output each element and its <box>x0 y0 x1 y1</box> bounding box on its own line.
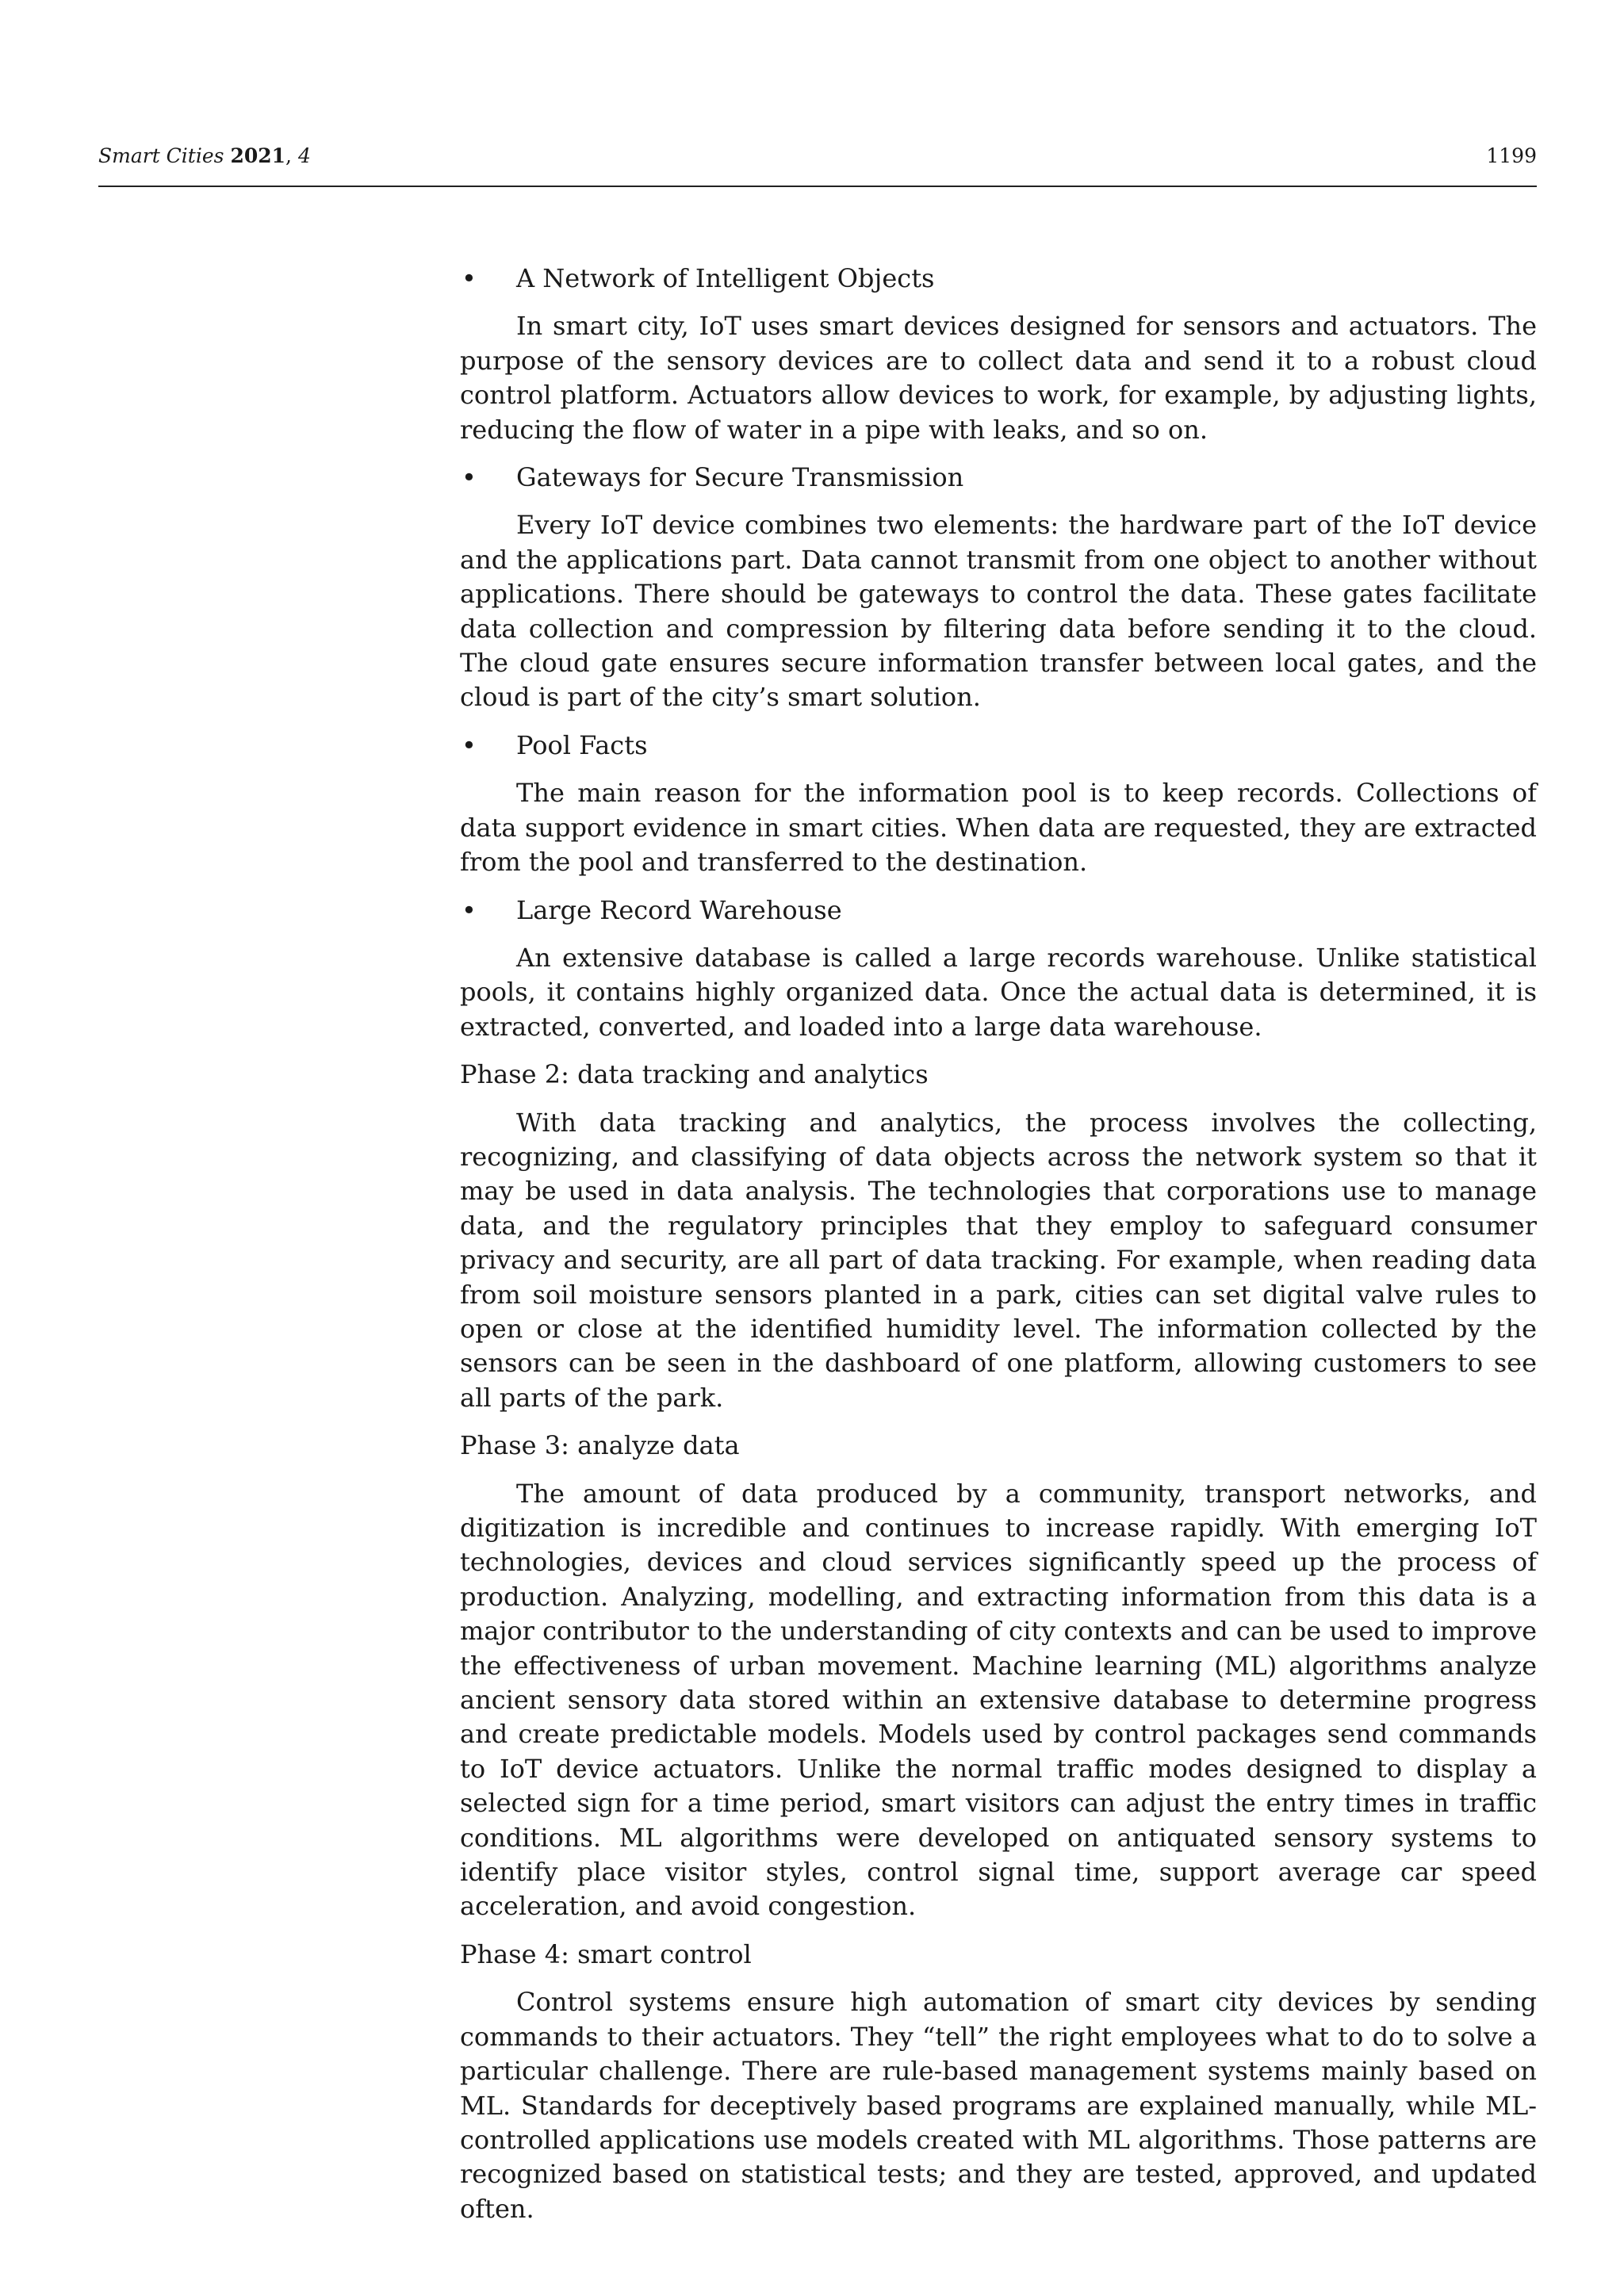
phase-heading: Phase 2: data tracking and analytics <box>460 1059 929 1090</box>
volume-separator: , <box>285 144 292 167</box>
paragraph: The amount of data produced by a community, transport networks, and digitization is incredible and continues to increase rapidly. With emerging IoT technologies, devices and cloud services significantly speed up the process of production. Analyzing, modelling, and extracting information from this data is a major contributor to the understanding of city contexts and can be used to improve the effectiveness of urban movement. Machine learning (ML) algorithms analyze ancient sensory data stored within an extensive database to determine progress and create predictable models. Models used by control packages send commands to IoT device actuators. Unlike the normal traffic modes designed to display a selected sign for a time period, smart visitors can adjust the entry times in traffic conditions. ML algorithms were developed on antiquated sensory systems to identify place visitor styles, control signal time, support average car speed acceleration, and avoid congestion. <box>460 1478 1537 1922</box>
journal-citation <box>98 143 311 170</box>
journal-year: 2021 <box>230 144 286 167</box>
bullet-item <box>460 262 1537 296</box>
bullet-item <box>460 729 1537 763</box>
bullet-dot: • <box>462 263 477 293</box>
paragraph: The main reason for the information pool is to keep records. Collections of data support evidence in smart cities. When data are requested, they are extracted from the pool and transferred to the destination. <box>460 778 1537 878</box>
bullet-item <box>460 461 1537 495</box>
paragraph: Control systems ensure high automation of smart city devices by sending commands to their actuators. They “tell” the right employees what to do to solve a particular challenge. There are rule-based management systems mainly based on ML. Standards for deceptively based programs are explained manually, while ML-controlled applications use models created with ML algorithms. Those patterns are recognized based on statistical tests; and they are tested, approved, and updated often. <box>460 1987 1537 2224</box>
article-body <box>460 262 1537 2240</box>
journal-volume: 4 <box>297 144 311 167</box>
bullet-item <box>460 894 1537 928</box>
bullet-heading: Gateways for Secure Transmission <box>516 462 964 493</box>
page-header <box>98 138 1537 187</box>
bullet-dot: • <box>462 729 477 760</box>
journal-name: Smart Cities <box>98 144 224 167</box>
bullet-dot: • <box>462 894 477 925</box>
bullet-heading: A Network of Intelligent Objects <box>516 263 935 293</box>
bullet-dot: • <box>462 462 477 493</box>
paragraph: Every IoT device combines two elements: the hardware part of the IoT device and the applications part. Data cannot transmit from one object to another without applications. There should be gateways to control the data. These gates facilitate data collection and compression by filtering data before sending it to the cloud. The cloud gate ensures secure information transfer between local gates, and the cloud is part of the city’s smart solution. <box>460 510 1537 713</box>
phase-heading: Phase 3: analyze data <box>460 1430 740 1461</box>
paragraph: With data tracking and analytics, the process involves the collecting, recognizing, and classifying of data objects across the network system so that it may be used in data analysis. The technologies that corporations use to manage data, and the regulatory principles that they employ to safeguard consumer privacy and security, are all part of data tracking. For example, when reading data from soil moisture sensors planted in a park, cities can set digital valve rules to open or close at the identified humidity level. The information collected by the sensors can be seen in the dashboard of one platform, allowing customers to see all parts of the park. <box>460 1107 1537 1413</box>
paragraph: In smart city, IoT uses smart devices designed for sensors and actuators. The purpose of the sensory devices are to collect data and send it to a robust cloud control platform. Actuators allow devices to work, for example, by adjusting lights, reducing the flow of water in a pipe with leaks, and so on. <box>460 311 1537 445</box>
paragraph: An extensive database is called a large records warehouse. Unlike statistical pools, it contains highly organized data. Once the actual data is determined, it is extracted, converted, and loaded into a large data warehouse. <box>460 942 1537 1042</box>
bullet-heading: Pool Facts <box>516 729 648 760</box>
page-number: 1199 <box>1486 144 1537 167</box>
bullet-heading: Large Record Warehouse <box>516 894 842 925</box>
phase-heading: Phase 4: smart control <box>460 1938 752 1969</box>
